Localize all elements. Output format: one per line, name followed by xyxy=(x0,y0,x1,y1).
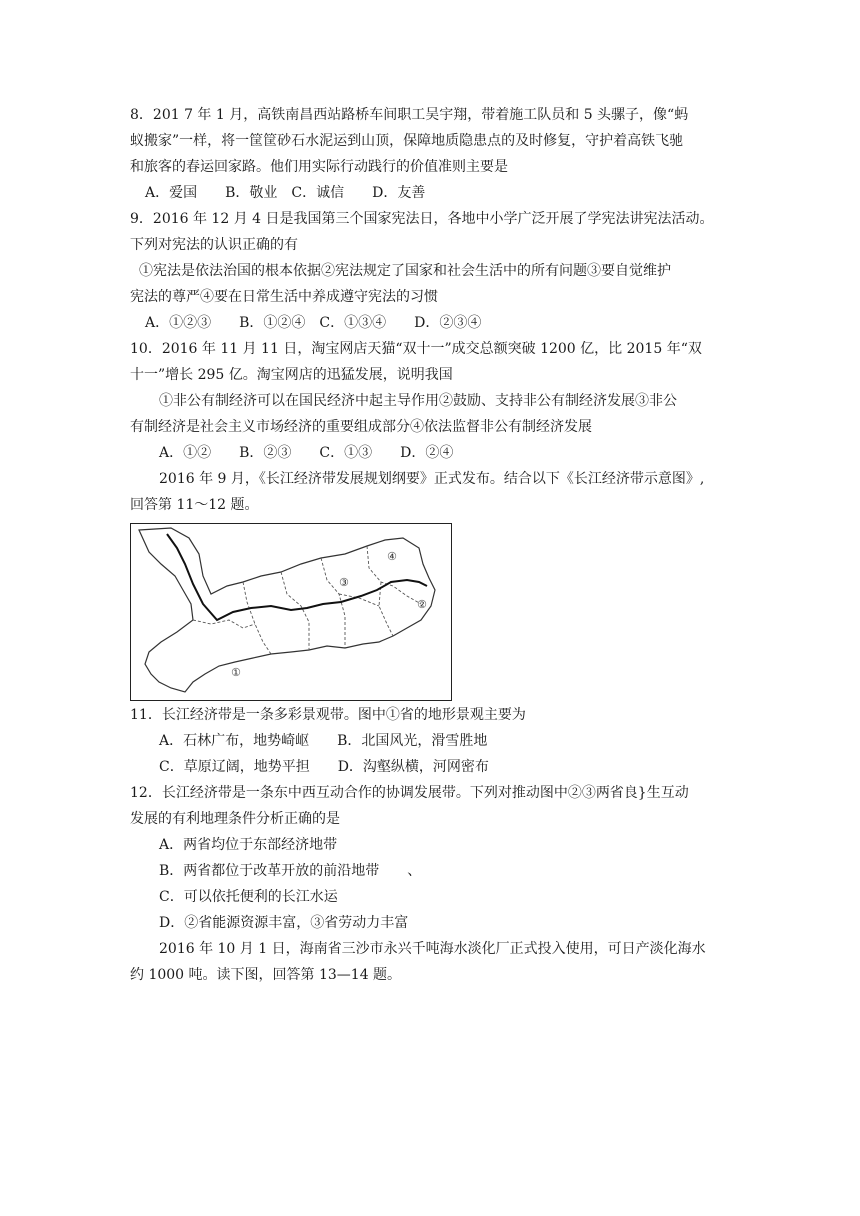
intro-13-14-line-2: 约 1000 吨。读下图，回答第 13—14 题。 xyxy=(130,967,402,983)
map-label-3: ③ xyxy=(339,576,349,589)
q8-options: A．爱国 B．敬业 C．诚信 D．友善 xyxy=(145,185,426,201)
map-label-1: ① xyxy=(231,666,241,679)
intro-11-12-line-1: 2016 年 9 月，《长江经济带发展规划纲要》正式发布。结合以下《长江经济带示意图》, xyxy=(159,471,705,487)
intro-11-12-line-2: 回答第 11～12 题。 xyxy=(130,497,259,513)
map-drawing xyxy=(131,524,451,700)
q9-line-1: 9．2016 年 12 月 4 日是我国第三个国家宪法日，各地中小学广泛开展了学宪法讲宪法活动。 xyxy=(130,211,714,227)
q12-line-1: 12．长江经济带是一条东中西互动合作的协调发展带。下列对推动图中②③两省良}生互动 xyxy=(130,785,689,801)
q11-stem: 11．长江经济带是一条多彩景观带。图中①省的地形景观主要为 xyxy=(130,707,526,723)
q9-line-2: 下列对宪法的认识正确的有 xyxy=(130,237,298,253)
q12-line-2: 发展的有利地理条件分析正确的是 xyxy=(130,811,340,827)
q10-line-3: ①非公有制经济可以在国民经济中起主导作用②鼓励、支持非公有制经济发展③非公 xyxy=(159,393,677,409)
q8-line-1: 8．201 7 年 1 月，高铁南昌西站路桥车间职工吴宇翔，带着施工队员和 5 头骡子，像“蚂 xyxy=(130,107,689,123)
q12-option-b: B．两省都位于改革开放的前沿地带 、 xyxy=(159,863,422,879)
q9-line-3: ①宪法是依法治国的根本依据②宪法规定了国家和社会生活中的所有问题③要自觉维护 xyxy=(139,263,671,279)
q11-options-cd: C．草原辽阔，地势平担 D．沟壑纵横，河网密布 xyxy=(159,759,489,775)
q12-option-d: D．②省能源资源丰富，③省劳动力丰富 xyxy=(159,915,409,931)
q10-options: A．①② B．②③ C．①③ D．②④ xyxy=(159,445,454,461)
q9-options: A．①②③ B．①②④ C．①③④ D．②③④ xyxy=(145,315,482,331)
q11-options-ab: A．石林广布，地势崎岖 B．北国风光，滑雪胜地 xyxy=(159,733,488,749)
q8-line-2: 蚁搬家”一样，将一筐筐砂石水泥运到山顶，保障地质隐患点的及时修复，守护着高铁飞驰 xyxy=(130,133,684,149)
q12-option-c: C．可以依托便利的长江水运 xyxy=(159,889,338,905)
intro-13-14-line-1: 2016 年 10 月 1 日，海南省三沙市永兴千吨海水淡化厂正式投入使用，可日产淡化海水 xyxy=(159,941,706,957)
q12-option-a: A．两省均位于东部经济地带 xyxy=(159,837,338,853)
yangtze-river xyxy=(167,534,427,620)
q10-line-1: 10．2016 年 11 月 11 日，淘宝网店天猫“双十一”成交总额突破 1200 亿，比 2015 年“双 xyxy=(130,341,702,357)
q10-line-2: 十一”增长 295 亿。淘宝网店的迅猛发展，说明我国 xyxy=(130,367,453,383)
yangtze-economic-belt-map xyxy=(130,523,452,701)
map-label-4: ④ xyxy=(387,550,397,563)
q8-line-3: 和旅客的春运回家路。他们用实际行动践行的价值准则主要是 xyxy=(130,159,508,175)
map-label-2: ② xyxy=(417,598,427,611)
q9-line-4: 宪法的尊严④要在日常生活中养成遵守宪法的习惯 xyxy=(130,289,438,305)
q10-line-4: 有制经济是社会主义市场经济的重要组成部分④依法监督非公有制经济发展 xyxy=(130,419,592,435)
